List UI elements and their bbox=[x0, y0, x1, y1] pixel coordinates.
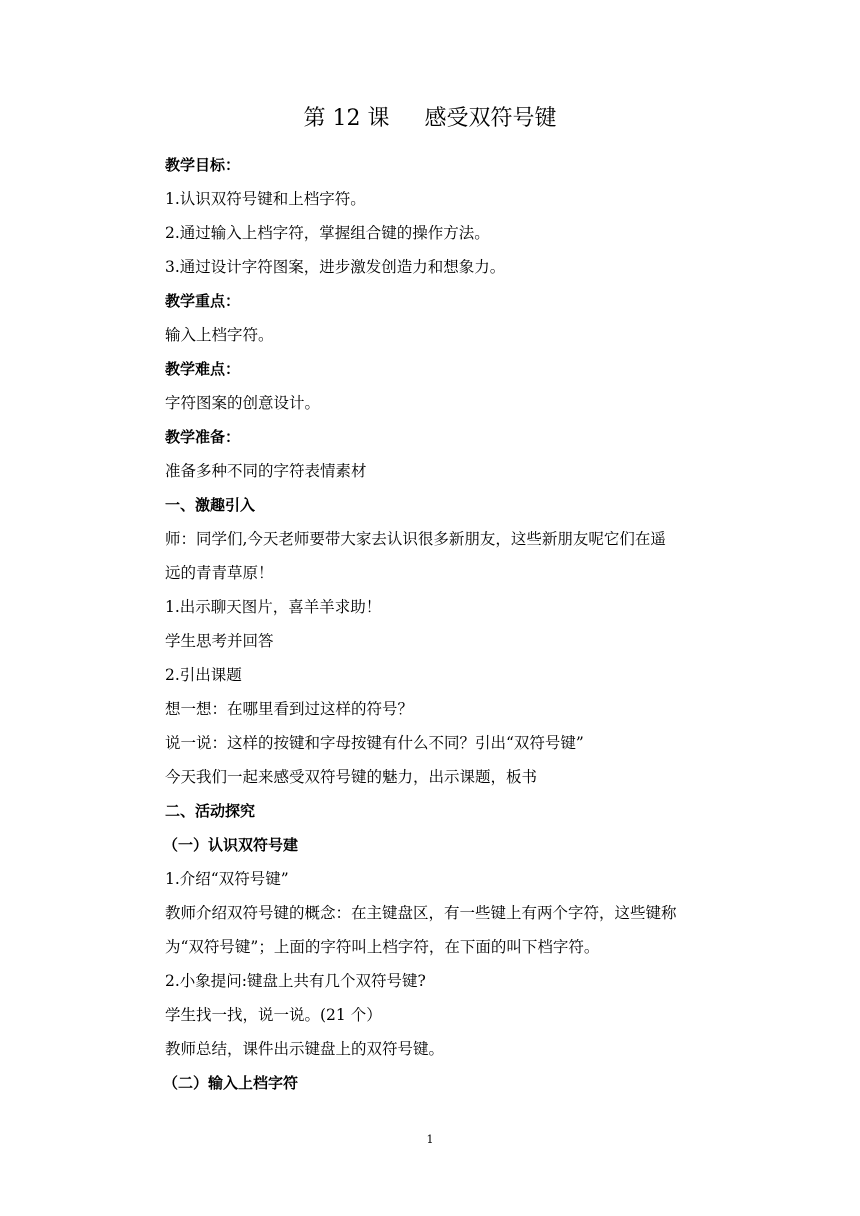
paragraph-line: 说一说：这样的按键和字母按键有什么不同？引出“双符号键” bbox=[165, 734, 584, 752]
paragraph-line: 教师总结，课件出示键盘上的双符号键。 bbox=[165, 1040, 445, 1058]
section-heading-intro: 一、激趣引入 bbox=[165, 496, 256, 514]
goal-item-1: 1.认识双符号键和上档字符。 bbox=[165, 190, 366, 208]
paragraph-line: 教师介绍双符号键的概念：在主键盘区，有一些键上有两个字符，这些键称 bbox=[165, 904, 677, 922]
heading-teaching-goals: 教学目标： bbox=[165, 156, 241, 174]
paragraph-line: 今天我们一起来感受双符号键的魅力，出示课题，板书 bbox=[165, 768, 538, 786]
difficulty-text: 字符图案的创意设计。 bbox=[165, 394, 321, 412]
goal-item-3: 3.通过设计字符图案，进步激发创造力和想象力。 bbox=[165, 258, 506, 276]
subsection-heading-1: （一）认识双符号建 bbox=[163, 836, 299, 854]
preparation-text: 准备多种不同的字符表情素材 bbox=[165, 462, 367, 480]
paragraph-line: 1.介绍“双符号键” bbox=[165, 870, 289, 888]
key-point-text: 输入上档字符。 bbox=[165, 326, 274, 344]
paragraph-line: 想一想：在哪里看到过这样的符号？ bbox=[165, 700, 414, 718]
paragraph-line: 师：同学们,今天老师要带大家去认识很多新朋友，这些新朋友呢它们在遥 bbox=[165, 530, 666, 548]
paragraph-line: 2.引出课题 bbox=[165, 666, 242, 684]
goal-item-2: 2.通过输入上档字符，掌握组合键的操作方法。 bbox=[165, 224, 490, 242]
heading-difficulties: 教学难点： bbox=[165, 360, 241, 378]
paragraph-line: 学生思考并回答 bbox=[165, 632, 274, 650]
page-number: 1 bbox=[426, 1133, 434, 1146]
paragraph-line: 1.出示聊天图片，喜羊羊求助！ bbox=[165, 598, 382, 616]
paragraph-line: 学生找一找，说一说。(21 个） bbox=[165, 1006, 382, 1024]
document-title: 第 12 课 感受双符号键 bbox=[303, 106, 557, 131]
subsection-heading-2: （二）输入上档字符 bbox=[163, 1074, 299, 1092]
heading-key-points: 教学重点： bbox=[165, 292, 241, 310]
paragraph-line: 远的青青草原！ bbox=[165, 564, 274, 582]
document-body bbox=[165, 148, 740, 1100]
paragraph-line: 为“双符号键”；上面的字符叫上档字符，在下面的叫下档字符。 bbox=[165, 938, 600, 956]
section-heading-activity: 二、活动探究 bbox=[165, 802, 256, 820]
heading-preparation: 教学准备： bbox=[165, 428, 241, 446]
paragraph-line: 2.小象提问:键盘上共有几个双符号键? bbox=[165, 972, 426, 990]
